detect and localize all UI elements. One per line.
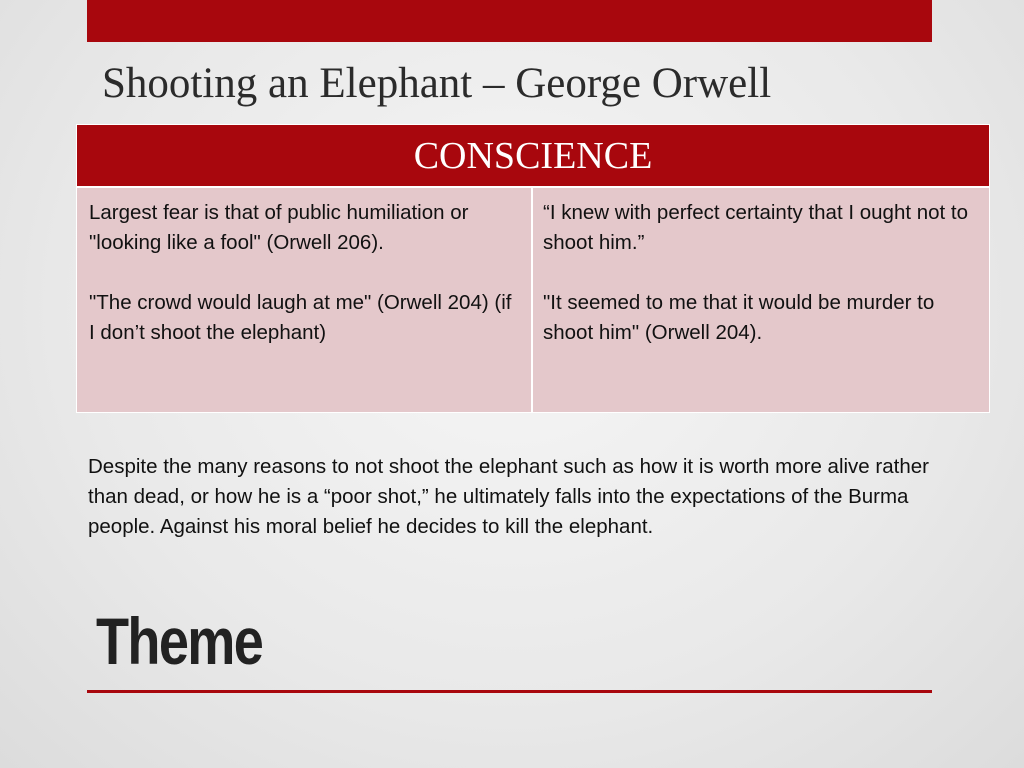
top-accent-bar [87, 0, 932, 42]
body-paragraph: Despite the many reasons to not shoot the elephant such as how it is worth more alive rather than dead, or how he is a “poor shot,” he ultimately falls into the expectations of the Burma people. Against his moral belief he decides to kill the elephant. [88, 455, 929, 538]
theme-heading: Theme [96, 604, 263, 678]
right-cell-paragraph: "It seemed to me that it would be murder to shoot him" (Orwell 204). [543, 291, 935, 344]
left-cell-paragraph: "The crowd would laugh at me" (Orwell 204) (if I don’t shoot the elephant) [89, 291, 512, 344]
left-cell-paragraph: Largest fear is that of public humiliation or "looking like a fool" (Orwell 206). [89, 201, 469, 254]
table-header: CONSCIENCE [77, 125, 989, 188]
heading-underline [87, 690, 932, 693]
conscience-table [76, 124, 990, 413]
right-cell-paragraph: “I knew with perfect certainty that I ought not to shoot him.” [543, 201, 969, 254]
table-cell-left [77, 188, 533, 412]
slide-title: Shooting an Elephant – George Orwell [102, 60, 772, 107]
table-cell-right [533, 188, 989, 412]
